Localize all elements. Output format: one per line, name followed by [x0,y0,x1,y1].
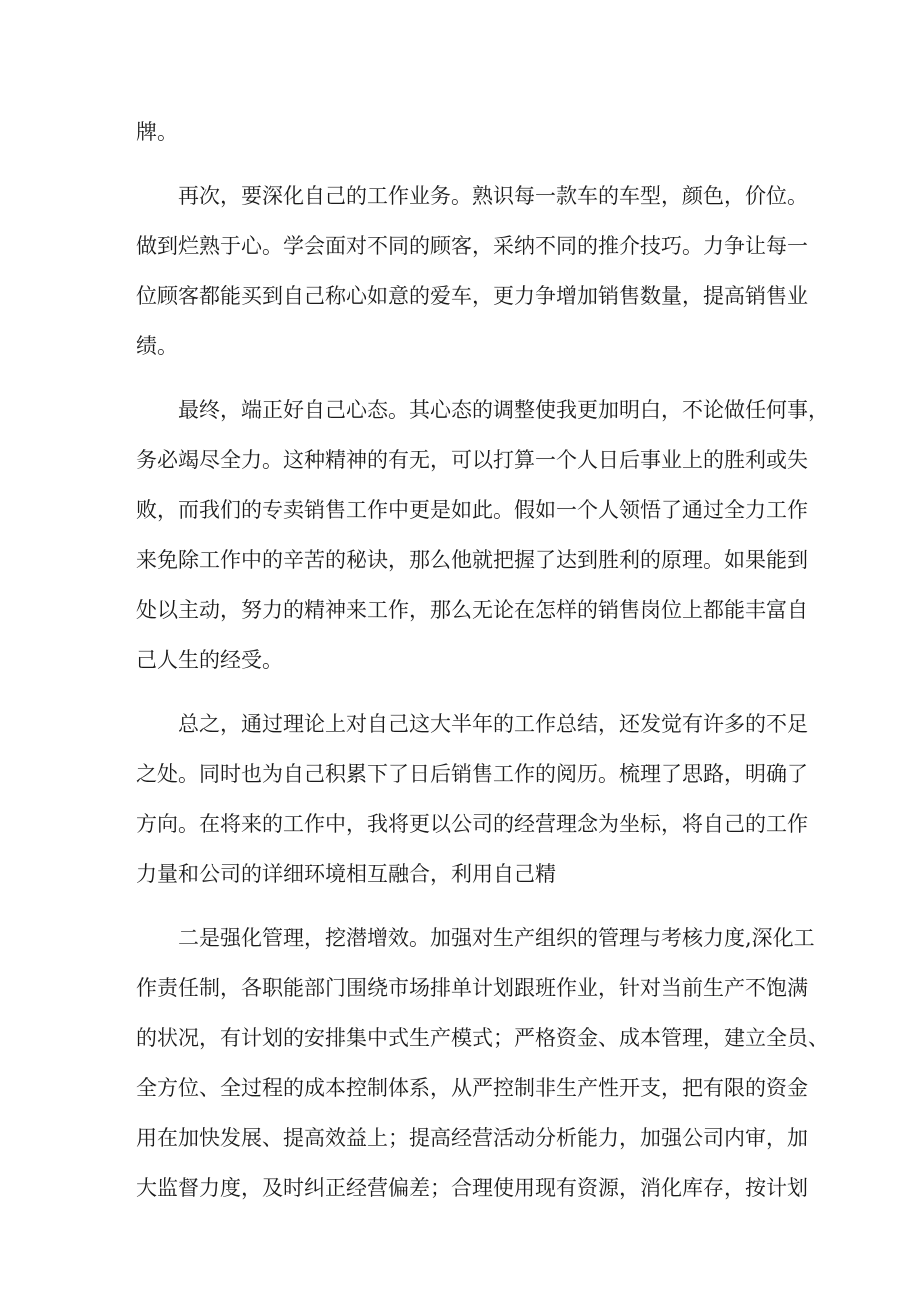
text-line: 力量和公司的详细环境相互融合，利用自己精 [136,862,556,886]
text-line: 用在加快发展、提高效益上；提高经营活动分析能力，加强公司内审，加 [136,1126,808,1150]
text-line: 作责任制，各职能部门围绕市场排单计划跟班作业，针对当前生产不饱满 [136,976,808,1000]
text-line: 再次，要深化自己的工作业务。熟识每一款车的车型，颜色，价位。 [178,184,808,208]
text-line: 全方位、全过程的成本控制体系，从严控制非生产性开支，把有限的资金 [136,1076,808,1100]
text-line: 己人生的经受。 [136,648,283,672]
text-line: 位顾客都能买到自己称心如意的爱车，更力争增加销售数量，提高销售业 [136,284,808,308]
text-line: 大监督力度，及时纠正经营偏差；合理使用现有资源，消化库存，按计划 [136,1176,808,1200]
text-line: 做到烂熟于心。学会面对不同的顾客，采纳不同的推介技巧。力争让每一 [136,234,808,258]
text-line: 二是强化管理，挖潜增效。加强对生产组织的管理与考核力度,深化工 [178,926,815,950]
text-line: 方向。在将来的工作中，我将更以公司的经营理念为坐标，将自己的工作 [136,812,808,836]
text-line: 之处。同时也为自己积累下了日后销售工作的阅历。梳理了思路，明确了 [136,762,808,786]
text-line: 绩。 [136,334,178,358]
text-line: 的状况，有计划的安排集中式生产模式；严格资金、成本管理，建立全员、 [136,1026,829,1050]
text-line: 处以主动，努力的精神来工作，那么无论在怎样的销售岗位上都能丰富自 [136,598,808,622]
text-line: 最终，端正好自己心态。其心态的调整使我更加明白，不论做任何事， [178,398,829,422]
text-line: 牌。 [136,120,178,144]
text-line: 来免除工作中的辛苦的秘诀，那么他就把握了达到胜利的原理。如果能到 [136,548,808,572]
text-line: 败，而我们的专卖销售工作中更是如此。假如一个人领悟了通过全力工作 [136,498,808,522]
text-line: 总之，通过理论上对自己这大半年的工作总结，还发觉有许多的不足 [178,712,808,736]
text-line: 务必竭尽全力。这种精神的有无，可以打算一个人日后事业上的胜利或失 [136,448,808,472]
